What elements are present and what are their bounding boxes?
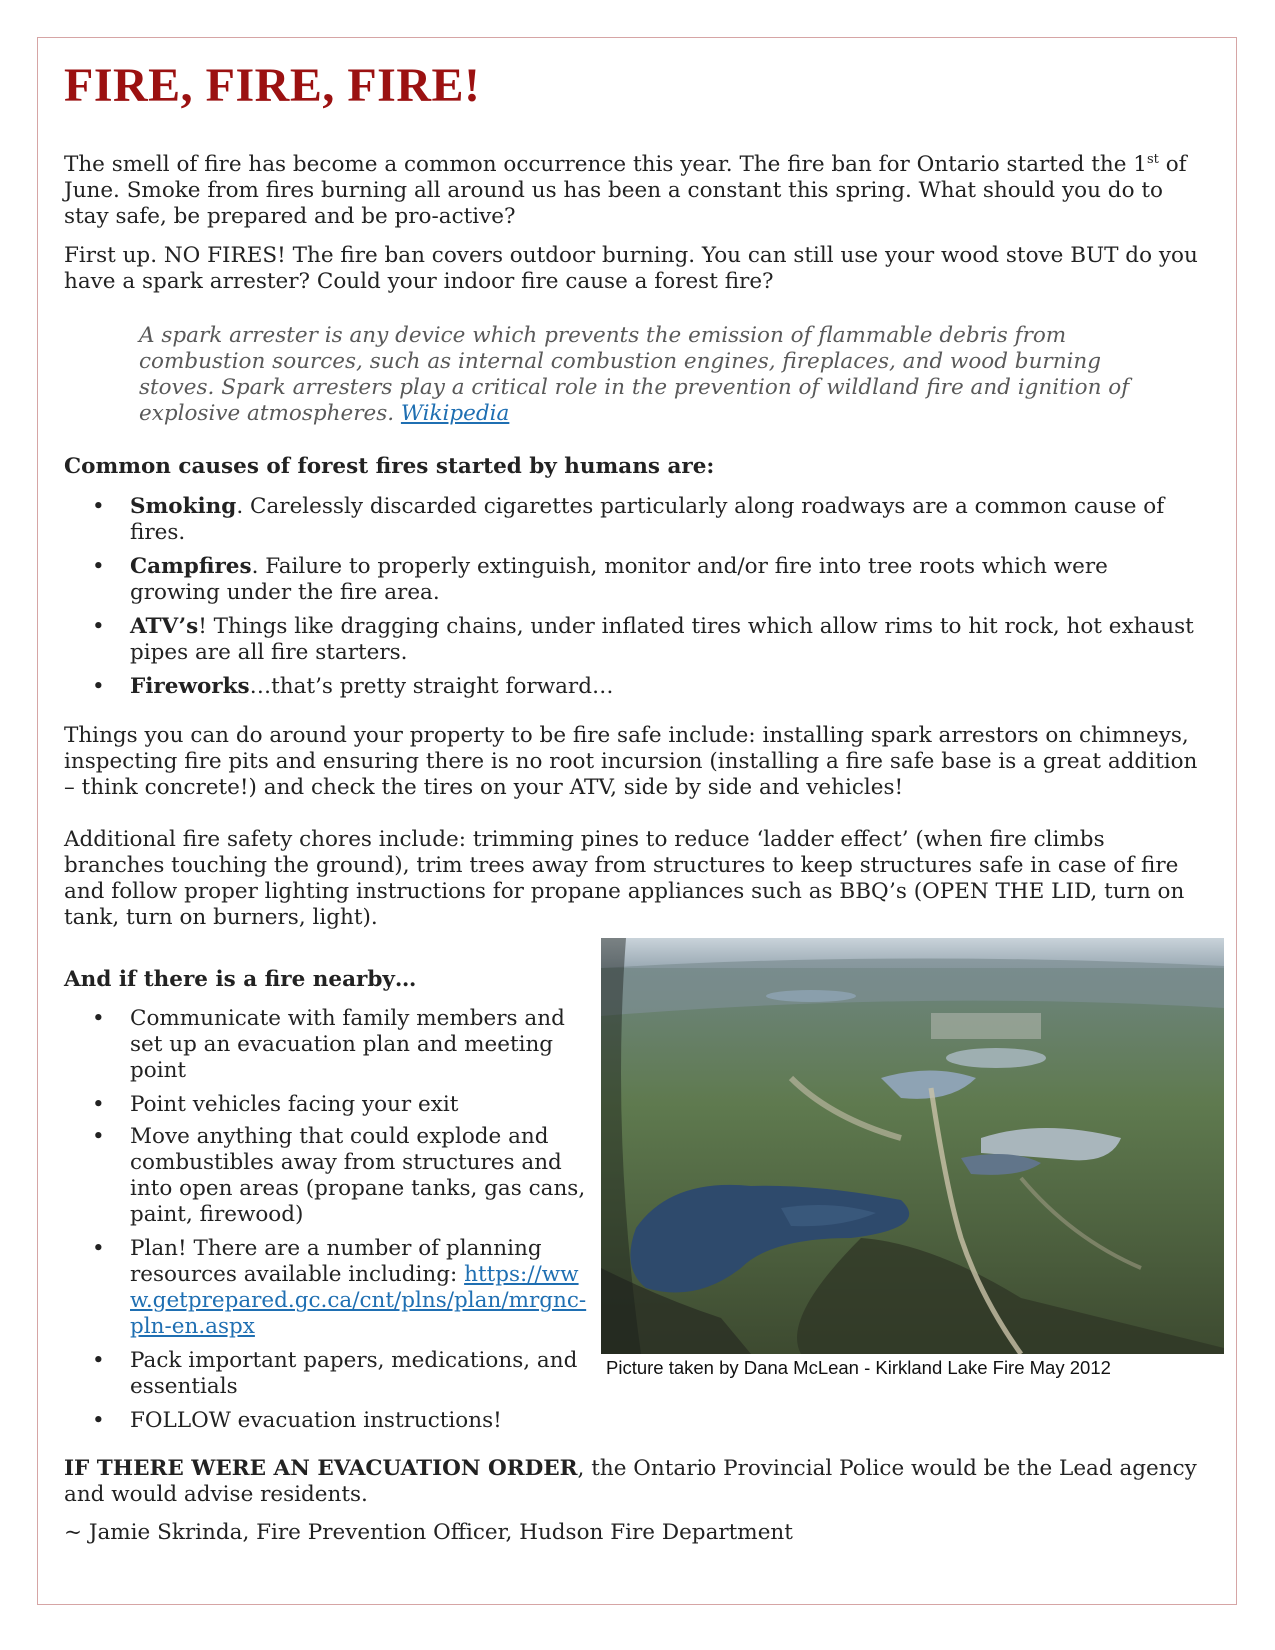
photo-caption: Picture taken by Dana McLean - Kirkland Lake Fire May 2012 xyxy=(606,1357,1111,1378)
intro-paragraph-1: The smell of fire has become a common occurrence this year. The fire ban for Ontario started the 1st of June. Smoke from fires burning all around us has been a constant this spring. What should you do to stay safe, be prepared and be pro-active? xyxy=(64,151,1187,229)
causes-heading: Common causes of forest fires started by humans are: xyxy=(64,454,715,479)
list-item: • Smoking. Carelessly discarded cigarettes particularly along roadways are a common cause of fires. xyxy=(92,494,1165,545)
evacuation-paragraph: IF THERE WERE AN EVACUATION ORDER, the Ontario Provincial Police would be the Lead agency and would advise residents. xyxy=(64,1456,1197,1507)
spark-arrester-quote: A spark arrester is any device which prevents the emission of flammable debris from combustion sources, such as internal combustion engines, fireplaces, and wood burning stoves. Spark arresters play a critical role in the prevention of wildland fire and ignition of explosive atmospheres. Wikipedia xyxy=(139,323,1130,426)
getprepared-link[interactable]: https://www.getprepared.gc.ca/cnt/plns/plan/mrgnc-pln-en.aspx xyxy=(130,1262,587,1339)
list-item: • Pack important papers, medications, and essentials xyxy=(92,1348,578,1399)
list-item: • Point vehicles facing your exit xyxy=(92,1092,459,1117)
list-item: • ATV’s! Things like dragging chains, under inflated tires which allow rims to hit rock, hot exhaust pipes are all fire starters. xyxy=(92,614,1194,665)
list-item: • FOLLOW evacuation instructions! xyxy=(92,1408,502,1433)
aerial-forest-photo xyxy=(601,938,1224,1354)
wikipedia-link[interactable]: Wikipedia xyxy=(400,401,510,426)
nearby-list xyxy=(64,1006,594,1434)
intro-paragraph-2: First up. NO FIRES! The fire ban covers outdoor burning. You can still use your wood stove BUT do you have a spark arrester? Could your indoor fire cause a forest fire? xyxy=(64,243,1198,294)
nearby-heading: And if there is a fire nearby… xyxy=(64,967,417,992)
list-item: • Fireworks…that’s pretty straight forward… xyxy=(92,674,614,699)
list-item: • Communicate with family members and set up an evacuation plan and meeting point xyxy=(92,1006,565,1083)
chores-paragraph: Additional fire safety chores include: trimming pines to reduce ‘ladder effect’ (when fire climbs branches touching the ground), trim trees away from structures to keep structures safe in case of fire and follow proper lighting instructions for propane appliances such as BBQ’s (OPEN THE LID, turn on tank, turn on burners, light). xyxy=(64,827,1185,930)
signature: ~ Jamie Skrinda, Fire Prevention Officer, Hudson Fire Department xyxy=(64,1520,793,1545)
property-paragraph: Things you can do around your property to be fire safe include: installing spark arrestors on chimneys, inspecting fire pits and ensuring there is no root incursion (installing a fire safe base is a great addition – think concrete!) and check the tires on your ATV, side by side and vehicles! xyxy=(64,723,1198,800)
list-item: • Move anything that could explode and combustibles away from structures and into open areas (propane tanks, gas cans, paint, firewood) xyxy=(92,1124,586,1227)
page-title: FIRE, FIRE, FIRE! xyxy=(64,59,481,112)
causes-list xyxy=(64,494,1204,700)
list-item: • Plan! There are a number of planning resources available including: https://www.getprepared.gc.ca/cnt/plns/plan/mrgnc-pln-en.aspx xyxy=(92,1236,587,1339)
list-item: • Campfires. Failure to properly extinguish, monitor and/or fire into tree roots which were growing under the fire area. xyxy=(92,554,1108,605)
